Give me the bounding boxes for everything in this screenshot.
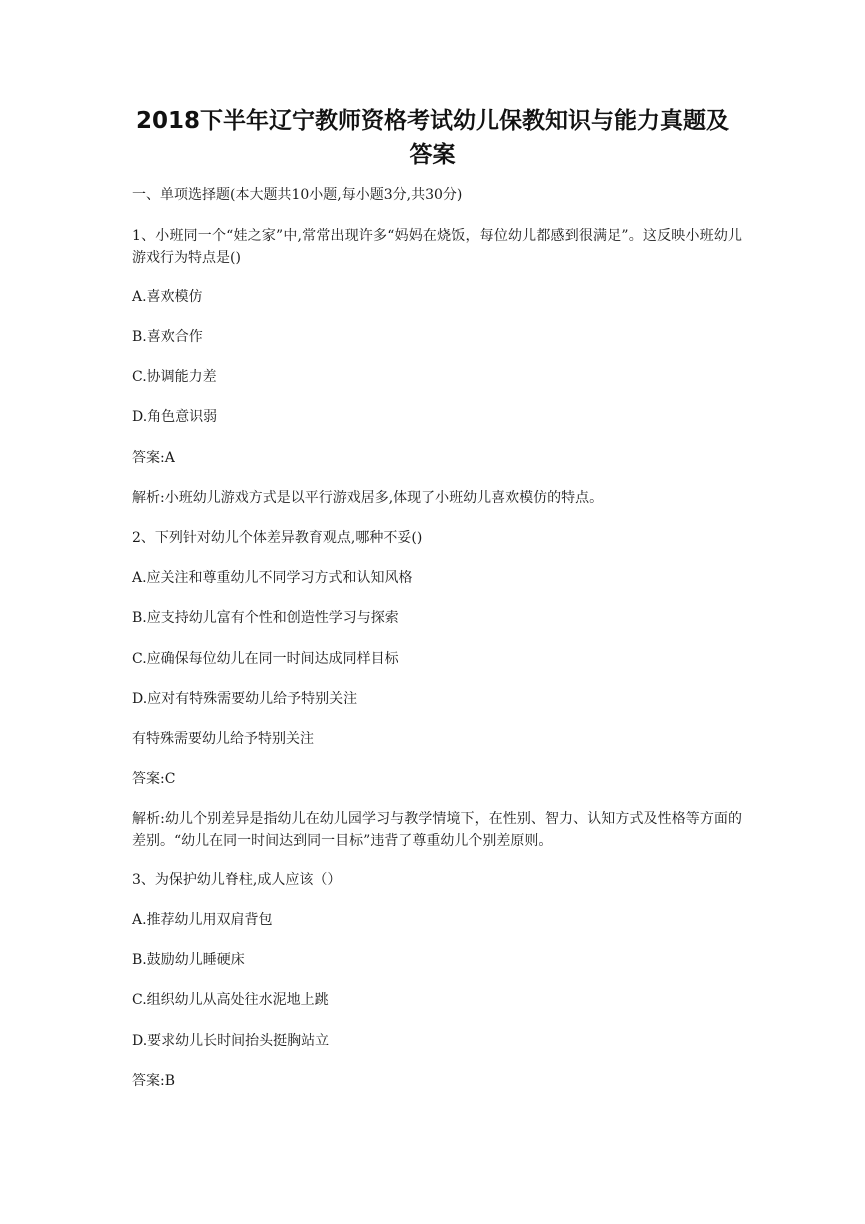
- question-2-option-c: C.应确保每位幼儿在同一时间达成同样目标: [132, 651, 399, 667]
- question-3-option-a: A.推荐幼儿用双肩背包: [132, 912, 273, 928]
- question-2-stem: 2、下列针对幼儿个体差异教育观点,哪种不妥(): [132, 530, 423, 546]
- question-2-analysis: 解析:幼儿个别差异是指幼儿在幼儿园学习与教学情境下，在性别、智力、认知方式及性格等方面的差别。“幼儿在同一时间达到同一目标”违背了尊重幼儿个别差原则。: [132, 811, 742, 849]
- question-3-option-b: B.鼓励幼儿睡硬床: [132, 952, 245, 968]
- question-3-option-d: D.要求幼儿长时间抬头挺胸站立: [132, 1033, 330, 1049]
- question-2-option-d: D.应对有特殊需要幼儿给予特别关注: [132, 691, 358, 707]
- question-2-answer: 答案:C: [132, 771, 176, 787]
- question-3-answer: 答案:B: [132, 1073, 176, 1089]
- question-1-analysis: 解析:小班幼儿游戏方式是以平行游戏居多,体现了小班幼儿喜欢模仿的特点。: [132, 490, 604, 506]
- question-2-option-b: B.应支持幼儿富有个性和创造性学习与探索: [132, 610, 399, 626]
- question-1-stem: 1、小班同一个“娃之家”中,常常出现许多“妈妈在烧饭，每位幼儿都感到很满足”。这反映小班幼儿游戏行为特点是(): [132, 228, 742, 266]
- question-3-option-c: C.组织幼儿从高处往水泥地上跳: [132, 992, 329, 1008]
- question-3-stem: 3、为保护幼儿脊柱,成人应该（）: [132, 872, 342, 888]
- question-1-option-d: D.角色意识弱: [132, 409, 218, 425]
- section-heading: 一、单项选择题(本大题共10小题,每小题3分,共30分): [132, 187, 463, 203]
- question-1-answer: 答案:A: [132, 450, 175, 466]
- document-title-line-2: 答案: [409, 142, 456, 168]
- question-2-extra-line: 有特殊需要幼儿给予特别关注: [132, 731, 314, 747]
- document-title-line-1: 2018下半年辽宁教师资格考试幼儿保教知识与能力真题及: [135, 108, 729, 134]
- question-1-option-b: B.喜欢合作: [132, 329, 203, 345]
- question-1-option-c: C.协调能力差: [132, 369, 217, 385]
- question-2-option-a: A.应关注和尊重幼儿不同学习方式和认知风格: [132, 570, 413, 586]
- question-1-option-a: A.喜欢模仿: [132, 289, 203, 305]
